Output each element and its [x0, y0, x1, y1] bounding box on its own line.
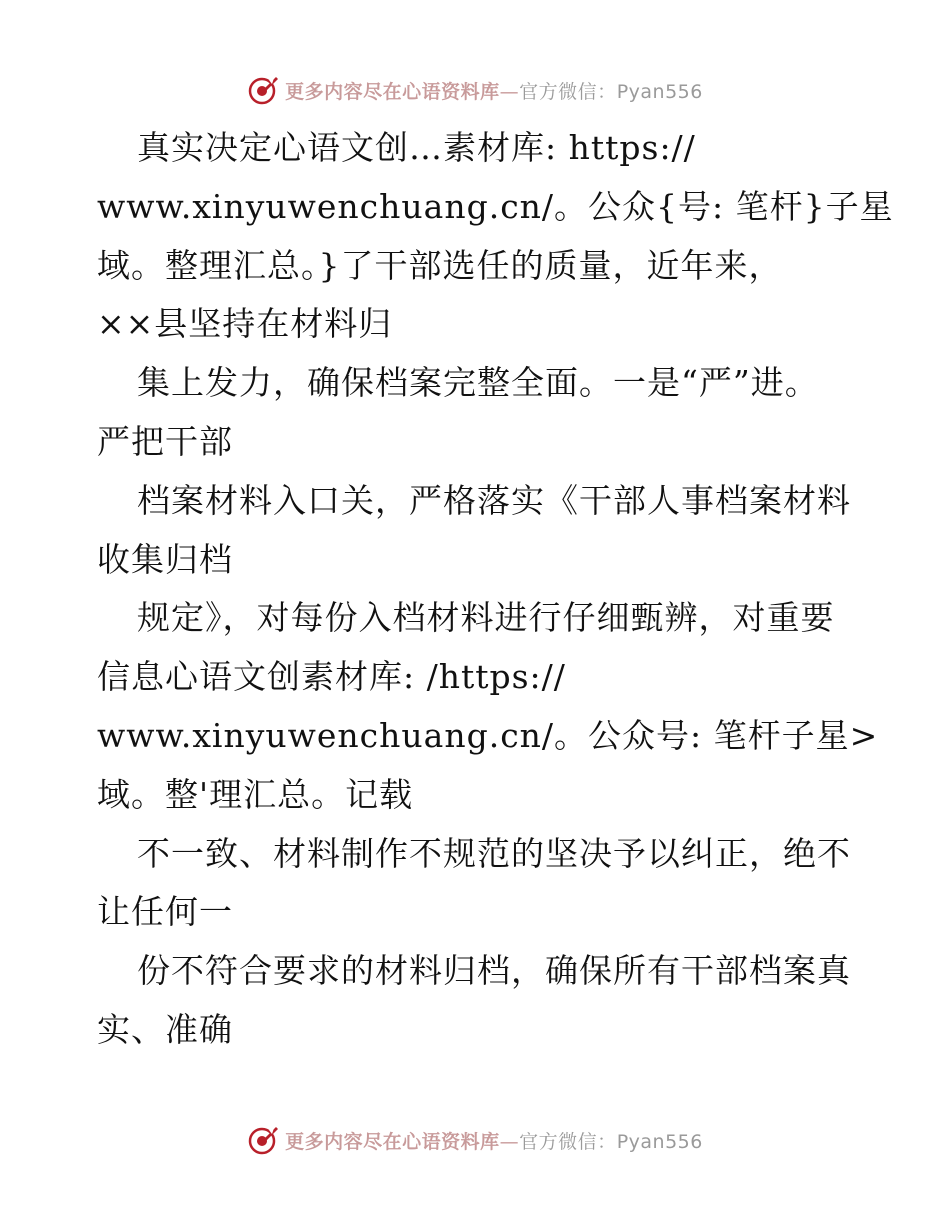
header-wechat-id: Pyan556 [616, 80, 703, 103]
footer-wechat-id: Pyan556 [616, 1130, 703, 1153]
body-line: ××县坚持在材料归 [97, 304, 393, 344]
body-line: 让任何一 [97, 892, 233, 932]
footer-banner-text [285, 1127, 703, 1154]
body-line: 实、准确 [97, 1009, 233, 1049]
body-line: 收集归档 [97, 539, 233, 579]
header-brand-text: 更多内容尽在心语资料库 [285, 80, 500, 103]
body-line: 严把干部 [97, 421, 233, 461]
footer-brand-text: 更多内容尽在心语资料库 [285, 1130, 500, 1153]
body-line: 档案材料入口关，严格落实《干部人事档案材料 [137, 480, 851, 520]
body-line: 份不符合要求的材料归档，确保所有干部档案真 [137, 951, 851, 991]
footer-separator: — [499, 1130, 520, 1153]
body-line: 规定》，对每份入档材料进行仔细甄辨，对重要 [137, 598, 835, 638]
body-line: 域。整理汇总。}了干部选任的质量，近年来， [97, 245, 783, 285]
document-body [97, 119, 894, 1060]
header-official-label: 官方微信： [519, 80, 617, 103]
footer-official-label: 官方微信： [519, 1130, 617, 1153]
body-line: 域。整'理汇总。记载 [97, 774, 414, 814]
header-banner-text [285, 77, 703, 104]
body-line: www.xinyuwenchuang.cn/。公众号: 笔杆子星> [97, 715, 879, 755]
body-line: 真实决定心语文创…素材库: https:// [137, 128, 696, 167]
body-line: 不一致、材料制作不规范的坚决予以纠正，绝不 [137, 833, 851, 873]
body-line: 信息心语文创素材库: /https:// [97, 657, 566, 697]
quill-logo-icon [247, 74, 279, 106]
header-separator: — [499, 80, 520, 103]
body-line: 集上发力，确保档案完整全面。一是“严”进。 [137, 363, 819, 403]
body-line: www.xinyuwenchuang.cn/。公众{号: 笔杆}子星 [97, 186, 894, 226]
quill-logo-icon [247, 1124, 279, 1156]
header-banner [0, 70, 950, 110]
footer-banner [0, 1120, 950, 1160]
